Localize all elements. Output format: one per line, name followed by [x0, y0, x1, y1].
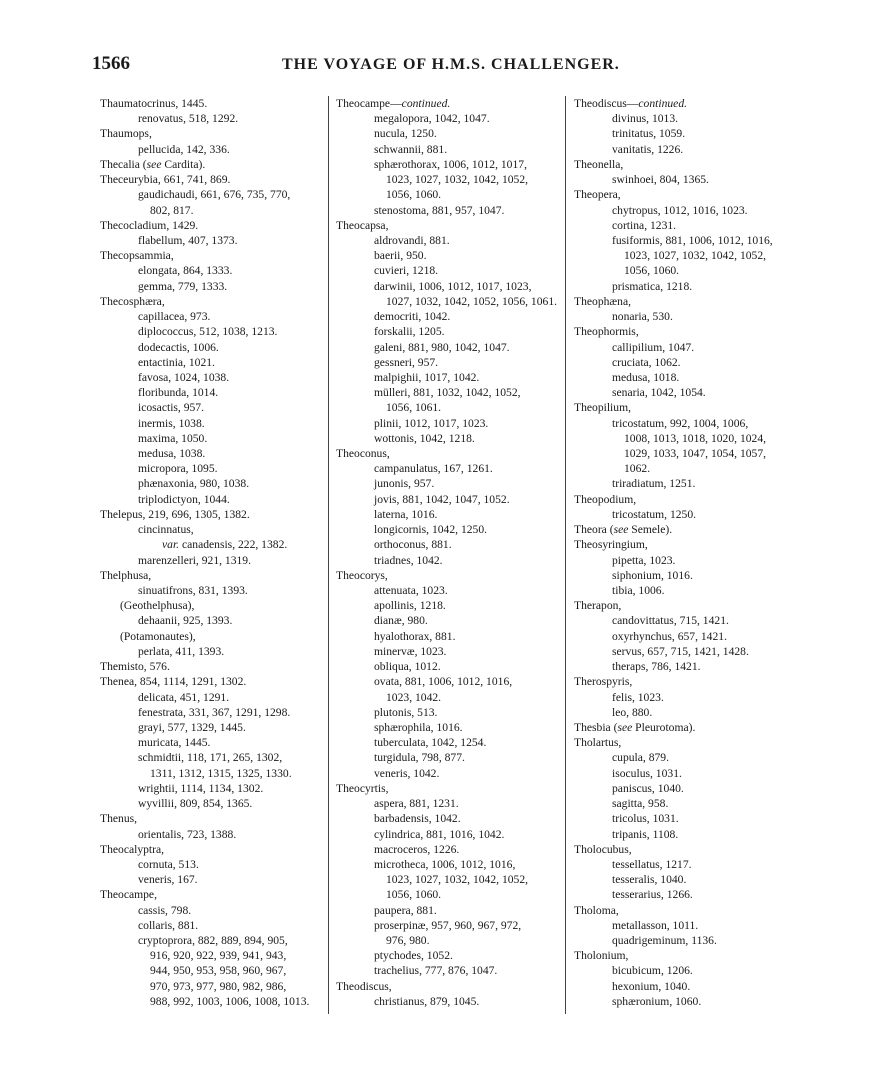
index-entry: quadrigeminum, 1136.	[612, 934, 717, 948]
index-heading: Themisto, 576.	[100, 660, 170, 674]
index-entry: (Geothelphusa),	[120, 599, 195, 613]
index-entry: gaudichaudi, 661, 676, 735, 770,	[138, 188, 291, 202]
index-column-3	[574, 96, 796, 1009]
index-heading: Therapon,	[574, 599, 622, 613]
index-entry: macroceros, 1226.	[374, 842, 460, 856]
index-entry: darwinii, 1006, 1012, 1017, 1023,	[374, 279, 532, 293]
index-entry: fenestrata, 331, 367, 1291, 1298.	[138, 705, 291, 719]
index-column-2	[336, 96, 558, 1009]
index-column-1	[100, 96, 322, 1009]
index-entry: icosactis, 957.	[138, 401, 205, 415]
index-heading: Theopodium,	[574, 492, 637, 506]
index-entry: laterna, 1016.	[374, 507, 438, 521]
index-entry: flabellum, 407, 1373.	[138, 233, 238, 247]
index-entry: 1311, 1312, 1315, 1325, 1330.	[150, 766, 292, 780]
index-heading: Theodiscus,	[336, 979, 392, 993]
index-entry: stenostoma, 881, 957, 1047.	[374, 203, 505, 217]
index-entry: grayi, 577, 1329, 1445.	[138, 720, 246, 734]
index-entry: malpighii, 1017, 1042.	[374, 370, 480, 384]
index-entry: 1056, 1060.	[386, 888, 442, 902]
index-heading: Thecocladium, 1429.	[100, 218, 199, 232]
index-entry: 970, 973, 977, 980, 982, 986,	[150, 979, 287, 993]
index-entry: nonaria, 530.	[612, 310, 673, 324]
index-entry: paupera, 881.	[374, 903, 437, 917]
index-entry: pipetta, 1023.	[612, 553, 676, 567]
index-entry: baerii, 950.	[374, 249, 427, 263]
index-entry: 1023, 1042.	[386, 690, 442, 704]
index-heading: Thenea, 854, 1114, 1291, 1302.	[100, 675, 247, 689]
index-entry: callipilium, 1047.	[612, 340, 695, 354]
index-entry: cassis, 798.	[138, 903, 192, 917]
index-entry: cortina, 1231.	[612, 218, 677, 232]
index-heading: Tholonium,	[574, 949, 629, 963]
index-heading: Thaumops,	[100, 127, 152, 141]
index-entry: gessneri, 957.	[374, 355, 439, 369]
index-entry: pellucida, 142, 336.	[138, 142, 230, 156]
index-entry: junonis, 957.	[374, 477, 435, 491]
index-entry: tricolus, 1031.	[612, 812, 679, 826]
index-entry: dehaanii, 925, 1393.	[138, 614, 233, 628]
index-entry: 1029, 1033, 1047, 1054, 1057,	[624, 447, 767, 461]
index-entry: sphæronium, 1060.	[612, 994, 702, 1008]
index-heading: Thelepus, 219, 696, 1305, 1382.	[100, 507, 250, 521]
index-entry: tricostatum, 1250.	[612, 507, 697, 521]
index-entry: schmidtii, 118, 171, 265, 1302,	[138, 751, 283, 765]
index-heading: Theceurybia, 661, 741, 869.	[100, 173, 231, 187]
index-entry: entactinia, 1021.	[138, 355, 215, 369]
index-heading: Thecopsammia,	[100, 249, 174, 263]
index-entry: jovis, 881, 1042, 1047, 1052.	[374, 492, 510, 506]
index-entry: minervæ, 1023.	[374, 644, 447, 658]
index-entry: 1008, 1013, 1018, 1020, 1024,	[624, 431, 767, 445]
index-entry: campanulatus, 167, 1261.	[374, 462, 493, 476]
index-entry: 1023, 1027, 1032, 1042, 1052,	[386, 873, 529, 887]
index-entry: attenuata, 1023.	[374, 584, 448, 597]
index-heading: Theoconus,	[336, 447, 390, 461]
index-entry: plutonis, 513.	[374, 705, 438, 719]
index-entry: plinii, 1012, 1017, 1023.	[374, 416, 489, 430]
index-entry: hexonium, 1040.	[612, 979, 691, 993]
index-entry: ptychodes, 1052.	[374, 949, 453, 963]
index-entry: tuberculata, 1042, 1254.	[374, 736, 487, 750]
index-entry: sphærothorax, 1006, 1012, 1017,	[374, 157, 527, 171]
index-heading: Theophæna,	[574, 294, 631, 308]
index-entry: candovittatus, 715, 1421.	[612, 614, 729, 628]
index-entry: orthoconus, 881.	[374, 538, 452, 552]
index-entry: sagitta, 958.	[612, 797, 669, 811]
running-title: THE VOYAGE OF H.M.S. CHALLENGER.	[282, 56, 620, 73]
index-entry: 916, 920, 922, 939, 941, 943,	[150, 949, 287, 963]
index-entry: theraps, 786, 1421.	[612, 660, 701, 674]
index-entry: oxyrhynchus, 657, 1421.	[612, 629, 727, 643]
index-entry: barbadensis, 1042.	[374, 812, 461, 826]
index-entry: mülleri, 881, 1032, 1042, 1052,	[374, 386, 521, 400]
index-entry: cuvieri, 1218.	[374, 264, 439, 278]
index-entry: obliqua, 1012.	[374, 660, 441, 674]
index-entry: tripanis, 1108.	[612, 827, 679, 841]
index-heading: Theonella,	[574, 157, 624, 171]
index-entry: gemma, 779, 1333.	[138, 279, 228, 293]
index-entry: turgidula, 798, 877.	[374, 751, 465, 765]
index-entry: micropora, 1095.	[138, 462, 218, 476]
index-entry: proserpinæ, 957, 960, 967, 972,	[374, 918, 522, 932]
index-heading: Theocorys,	[336, 568, 388, 582]
index-entry: aldrovandi, 881.	[374, 233, 450, 247]
index-entry: aspera, 881, 1231.	[374, 797, 459, 811]
index-entry: forskalii, 1205.	[374, 325, 445, 339]
index-entry: collaris, 881.	[138, 918, 199, 932]
index-entry: sphærophila, 1016.	[374, 720, 463, 734]
index-entry: muricata, 1445.	[138, 736, 211, 750]
page-number: 1566	[92, 53, 130, 74]
index-entry: floribunda, 1014.	[138, 386, 219, 400]
index-entry: veneris, 167.	[138, 873, 198, 887]
index-entry: diplococcus, 512, 1038, 1213.	[138, 325, 278, 339]
index-entry: leo, 880.	[612, 705, 653, 719]
index-entry: prismatica, 1218.	[612, 279, 693, 293]
index-heading: Thenus,	[100, 812, 138, 826]
index-entry: sinuatifrons, 831, 1393.	[138, 584, 248, 597]
index-heading: Thecalia (see Cardita).	[100, 157, 206, 171]
index-heading: Theocampe—continued.	[336, 97, 451, 110]
index-entry: 1023, 1027, 1032, 1042, 1052,	[624, 249, 767, 263]
index-entry: elongata, 864, 1333.	[138, 264, 233, 278]
index-entry: trachelius, 777, 876, 1047.	[374, 964, 498, 978]
index-entry: medusa, 1038.	[138, 447, 206, 461]
index-heading: Thelphusa,	[100, 568, 152, 582]
index-entry: wyvillii, 809, 854, 1365.	[138, 797, 253, 811]
index-entry: veneris, 1042.	[374, 766, 440, 780]
index-entry: orientalis, 723, 1388.	[138, 827, 237, 841]
index-heading: Tholoma,	[574, 903, 619, 917]
index-entry: cruciata, 1062.	[612, 355, 681, 369]
index-entry: isoculus, 1031.	[612, 766, 682, 780]
index-entry: hyalothorax, 881.	[374, 629, 456, 643]
index-entry: fusiformis, 881, 1006, 1012, 1016,	[612, 233, 773, 247]
column-rule	[565, 96, 566, 1014]
index-entry: dodecactis, 1006.	[138, 340, 219, 354]
index-entry: delicata, 451, 1291.	[138, 690, 230, 704]
index-entry: siphonium, 1016.	[612, 568, 693, 582]
index-heading: Theodiscus—continued.	[574, 97, 688, 110]
index-entry: dianæ, 980.	[374, 614, 428, 628]
index-entry: apollinis, 1218.	[374, 599, 446, 613]
index-heading: Thesbia (see Pleurotoma).	[574, 720, 696, 734]
index-entry: servus, 657, 715, 1421, 1428.	[612, 644, 749, 658]
index-entry: microtheca, 1006, 1012, 1016,	[374, 857, 516, 871]
index-entry: cylindrica, 881, 1016, 1042.	[374, 827, 505, 841]
index-entry: triplodictyon, 1044.	[138, 492, 230, 506]
index-heading: Theopera,	[574, 188, 621, 202]
index-heading: Theosyringium,	[574, 538, 648, 552]
index-entry: perlata, 411, 1393.	[138, 644, 225, 658]
index-entry: christianus, 879, 1045.	[374, 994, 480, 1008]
index-entry: phænaxonia, 980, 1038.	[138, 477, 250, 491]
index-entry: 1056, 1060.	[386, 188, 442, 202]
index-entry: cincinnatus,	[138, 523, 194, 537]
index-entry: 802, 817.	[150, 203, 194, 217]
index-heading: Theocyrtis,	[336, 781, 389, 795]
index-entry: 988, 992, 1003, 1006, 1008, 1013.	[150, 994, 310, 1008]
index-entry: schwannii, 881.	[374, 142, 448, 156]
index-entry: capillacea, 973.	[138, 310, 211, 324]
index-heading: Theocampe,	[100, 888, 157, 902]
index-entry: marenzelleri, 921, 1319.	[138, 553, 251, 567]
index-entry: tesseralis, 1040.	[612, 873, 687, 887]
index-entry: democriti, 1042.	[374, 310, 451, 324]
index-entry: vanitatis, 1226.	[612, 142, 684, 156]
index-entry: tibia, 1006.	[612, 584, 665, 597]
index-entry: trinitatus, 1059.	[612, 127, 686, 141]
index-heading: Therospyris,	[574, 675, 633, 689]
index-entry: 1062.	[624, 462, 651, 476]
index-entry: 1056, 1060.	[624, 264, 680, 278]
index-entry: bicubicum, 1206.	[612, 964, 693, 978]
index-entry: triadnes, 1042.	[374, 553, 443, 567]
index-entry: senaria, 1042, 1054.	[612, 386, 706, 400]
index-entry: megalopora, 1042, 1047.	[374, 112, 490, 126]
index-heading: Theophormis,	[574, 325, 639, 339]
index-entry: 1027, 1032, 1042, 1052, 1056, 1061.	[386, 294, 558, 308]
index-heading: Tholocubus,	[574, 842, 632, 856]
index-entry: swinhoei, 804, 1365.	[612, 173, 709, 187]
index-entry: 1056, 1061.	[386, 401, 442, 415]
index-entry: divinus, 1013.	[612, 112, 679, 126]
index-entry: wrightii, 1114, 1134, 1302.	[138, 781, 264, 795]
index-entry: tesserarius, 1266.	[612, 888, 693, 902]
index-entry: 1023, 1027, 1032, 1042, 1052,	[386, 173, 529, 187]
index-entry: ovata, 881, 1006, 1012, 1016,	[374, 675, 513, 689]
page-header	[0, 0, 880, 90]
index-entry: paniscus, 1040.	[612, 781, 684, 795]
index-heading: Thaumatocrinus, 1445.	[100, 97, 208, 110]
index-heading: Theopilium,	[574, 401, 631, 415]
index-entry: maxima, 1050.	[138, 431, 208, 445]
index-entry: renovatus, 518, 1292.	[138, 112, 239, 126]
index-entry: tricostatum, 992, 1004, 1006,	[612, 416, 749, 430]
index-entry: 976, 980.	[386, 934, 430, 948]
index-heading: Tholartus,	[574, 736, 622, 750]
index-entry: favosa, 1024, 1038.	[138, 370, 230, 384]
index-entry: wottonis, 1042, 1218.	[374, 431, 475, 445]
index-entry: var. canadensis, 222, 1382.	[162, 538, 288, 552]
index-heading: Theora (see Semele).	[574, 523, 673, 537]
index-entry: inermis, 1038.	[138, 416, 205, 430]
index-heading: Thecosphæra,	[100, 294, 165, 308]
index-entry: cupula, 879.	[612, 751, 669, 765]
index-heading: Theocapsa,	[336, 218, 389, 232]
index-entry: medusa, 1018.	[612, 370, 680, 384]
index-entry: (Potamonautes),	[120, 629, 196, 643]
index-entry: cornuta, 513.	[138, 857, 199, 871]
index-entry: felis, 1023.	[612, 690, 664, 704]
index-entry: tessellatus, 1217.	[612, 857, 692, 871]
index-entry: metallasson, 1011.	[612, 918, 699, 932]
column-rule	[328, 96, 329, 1014]
index-entry: cryptoprora, 882, 889, 894, 905,	[138, 934, 288, 948]
index-heading: Theocalyptra,	[100, 842, 165, 856]
index-entry: chytropus, 1012, 1016, 1023.	[612, 203, 748, 217]
index-entry: triradiatum, 1251.	[612, 477, 696, 491]
index-entry: nucula, 1250.	[374, 127, 437, 141]
index-entry: 944, 950, 953, 958, 960, 967,	[150, 964, 287, 978]
index-entry: longicornis, 1042, 1250.	[374, 523, 488, 537]
index-entry: galeni, 881, 980, 1042, 1047.	[374, 340, 510, 354]
